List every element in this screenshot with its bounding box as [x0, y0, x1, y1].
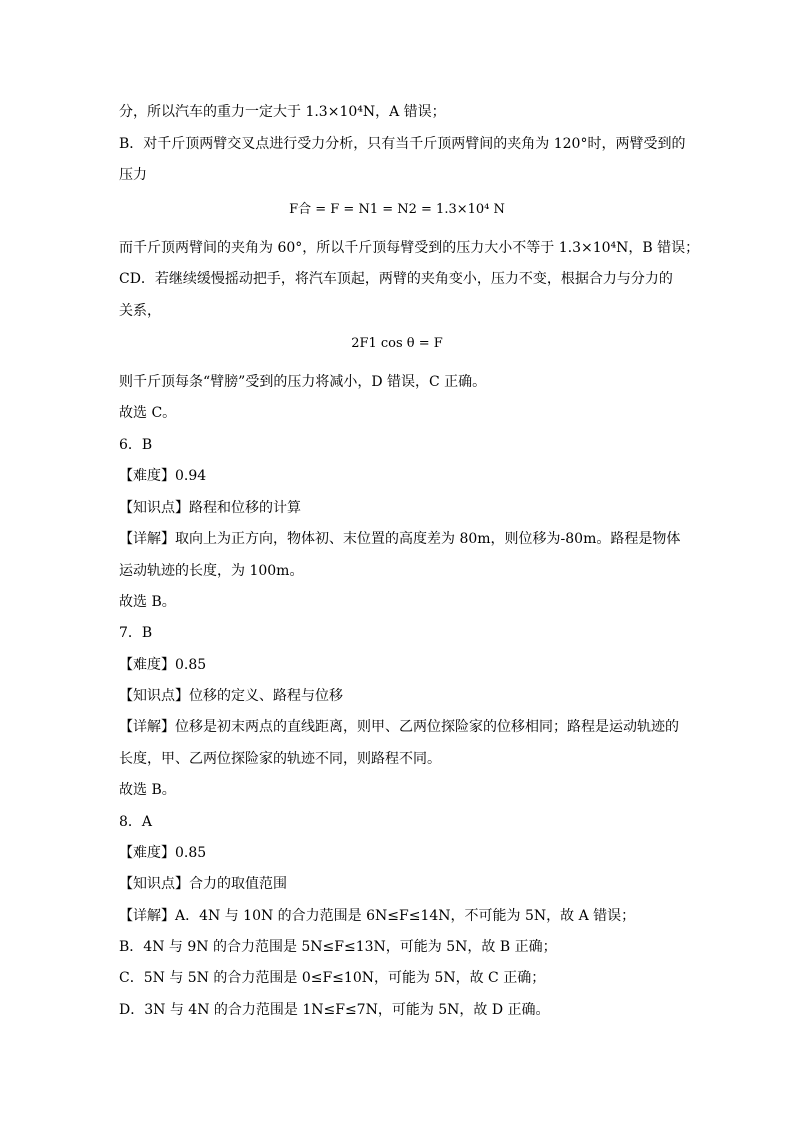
text-line: B．4N 与 9N 的合力范围是 5N≤F≤13N，可能为 5N，故 B 正确；	[119, 939, 557, 955]
equation-force-balance: F合 = F = N1 = N2 = 1.3×10⁴ N	[289, 202, 505, 217]
difficulty-line: 【难度】0.94	[119, 468, 207, 484]
text-line: D．3N 与 4N 的合力范围是 1N≤F≤7N，可能为 5N，故 D 正确。	[119, 1002, 550, 1018]
text-line: 故选 C。	[119, 405, 177, 421]
text-line: 长度，甲、乙两位探险家的轨迹不同，则路程不同。	[119, 751, 441, 767]
text-line: 则千斤顶每条“臂膀”受到的压力将减小，D 错误，C 正确。	[119, 374, 487, 390]
text-line: 关系，	[119, 303, 161, 319]
text-line: CD．若继续缓慢摇动把手，将汽车顶起，两臂的夹角变小，压力不变，根据合力与分力的	[119, 271, 673, 287]
text-line: 分，所以汽车的重力一定大于 1.3×10⁴N，A 错误；	[119, 104, 446, 120]
question-number: 8．A	[119, 814, 153, 830]
text-line: 而千斤顶两臂间的夹角为 60°，所以千斤顶每臂受到的压力大小不等于 1.3×10⁴N，B 错误；	[119, 240, 700, 256]
text-line: 故选 B。	[119, 782, 176, 798]
question-number: 7．B	[119, 625, 153, 641]
knowledge-point-line: 【知识点】路程和位移的计算	[119, 500, 301, 516]
text-line: 运动轨迹的长度，为 100m。	[119, 563, 304, 579]
equation-component-force: 2F1 cos θ = F	[351, 336, 443, 351]
knowledge-point-line: 【知识点】合力的取值范围	[119, 876, 287, 892]
difficulty-line: 【难度】0.85	[119, 845, 207, 861]
knowledge-point-line: 【知识点】位移的定义、路程与位移	[119, 688, 343, 704]
text-line: C．5N 与 5N 的合力范围是 0≤F≤10N，可能为 5N，故 C 正确；	[119, 970, 546, 986]
text-line: 压力	[119, 167, 147, 183]
explanation-line: 【详解】A．4N 与 10N 的合力范围是 6N≤F≤14N，不可能为 5N，故 A 错误；	[119, 908, 636, 924]
explanation-line: 【详解】取向上为正方向，物体初、末位置的高度差为 80m，则位移为-80m。路程是物体	[119, 531, 681, 547]
question-number: 6．B	[119, 437, 153, 453]
text-line: B．对千斤顶两臂交叉点进行受力分析，只有当千斤顶两臂间的夹角为 120°时，两臂受到的	[119, 136, 686, 152]
explanation-line: 【详解】位移是初末两点的直线距离，则甲、乙两位探险家的位移相同；路程是运动轨迹的	[119, 719, 679, 735]
difficulty-line: 【难度】0.85	[119, 657, 207, 673]
text-line: 故选 B。	[119, 594, 176, 610]
